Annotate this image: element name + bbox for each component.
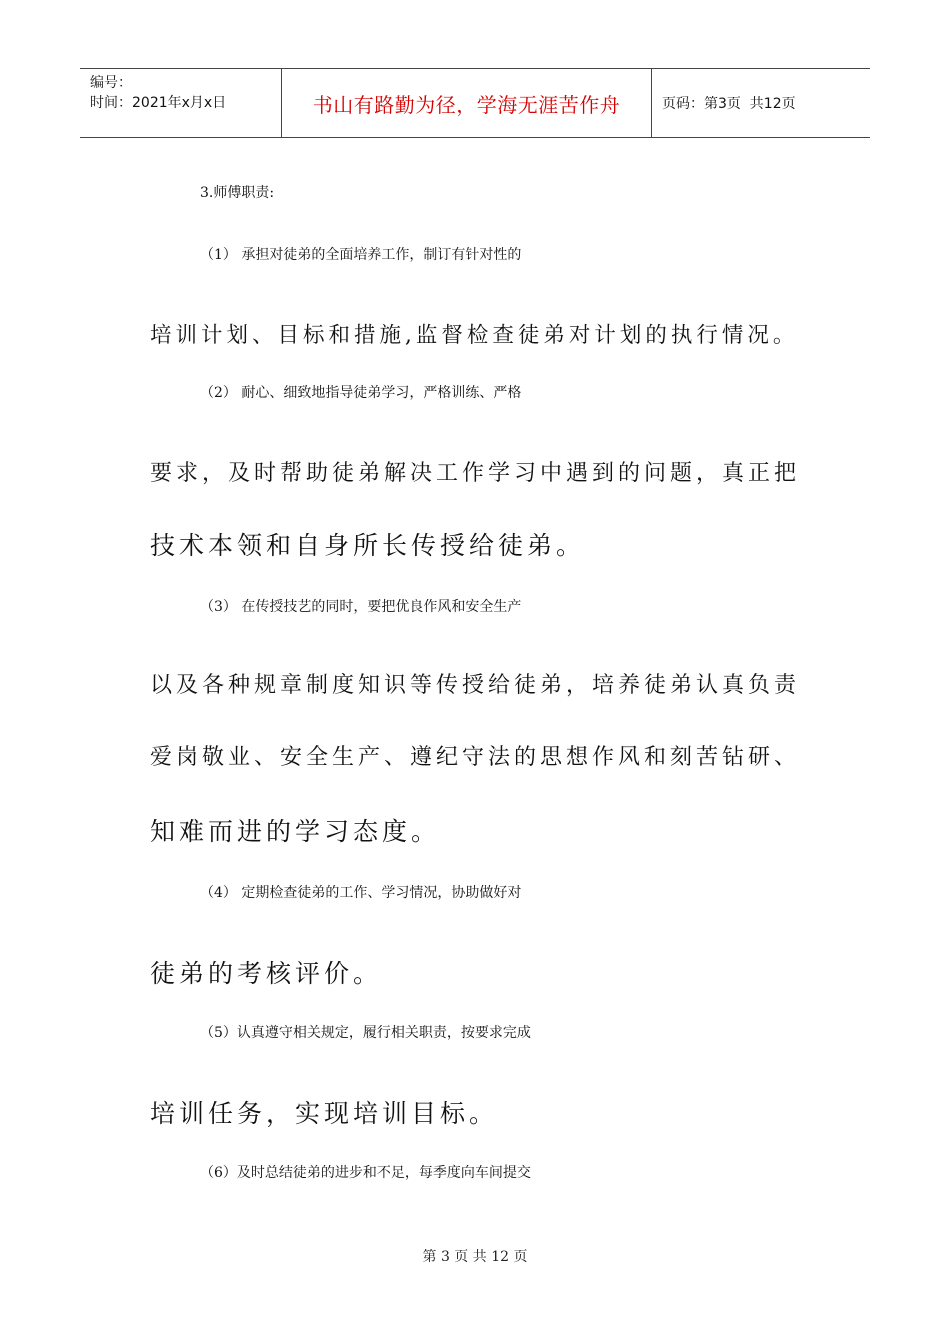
document-number-label: 编号： <box>90 75 132 91</box>
header-page-code <box>652 69 870 137</box>
body-line: 培训计划、目标和措施,监督检查徒弟对计划的执行情况。 <box>150 323 799 348</box>
motto-text: 书山有路勤为径，学海无涯苦作舟 <box>312 92 621 117</box>
body-line: 技术本领和自身所长传授给徒弟。 <box>150 531 586 560</box>
page-footer: 第 3 页 共 12 页 <box>422 1249 528 1265</box>
body-line: 要求，及时帮助徒弟解决工作学习中遇到的问题，真正把 <box>150 461 801 486</box>
page-code-text: 页码：第3页 共12页 <box>662 96 796 112</box>
body-line: （3） 在传授技艺的同时，要把优良作风和安全生产 <box>200 599 522 615</box>
body-line: 爱岗敬业、安全生产、遵纪守法的思想作风和刻苦钻研、 <box>150 745 801 770</box>
body-line: （4） 定期检查徒弟的工作、学习情况，协助做好对 <box>200 885 522 901</box>
body-line: 知难而进的学习态度。 <box>150 817 441 846</box>
document-date-label: 时间：2021年x月x日 <box>90 95 227 111</box>
body-line: 培训任务，实现培训目标。 <box>150 1099 499 1128</box>
header-meta <box>80 69 282 137</box>
body-line: 徒弟的考核评价。 <box>150 959 383 988</box>
body-line: 3.师傅职责: <box>200 185 275 201</box>
document-header <box>80 68 870 138</box>
body-line: （6）及时总结徒弟的进步和不足，每季度向车间提交 <box>200 1165 531 1181</box>
header-motto <box>282 69 652 137</box>
body-line: 以及各种规章制度知识等传授给徒弟，培养徒弟认真负责 <box>150 673 801 698</box>
body-line: （2） 耐心、细致地指导徒弟学习，严格训练、严格 <box>200 385 522 401</box>
body-line: （5）认真遵守相关规定，履行相关职责，按要求完成 <box>200 1025 531 1041</box>
body-line: （1） 承担对徒弟的全面培养工作，制订有针对性的 <box>200 247 522 263</box>
